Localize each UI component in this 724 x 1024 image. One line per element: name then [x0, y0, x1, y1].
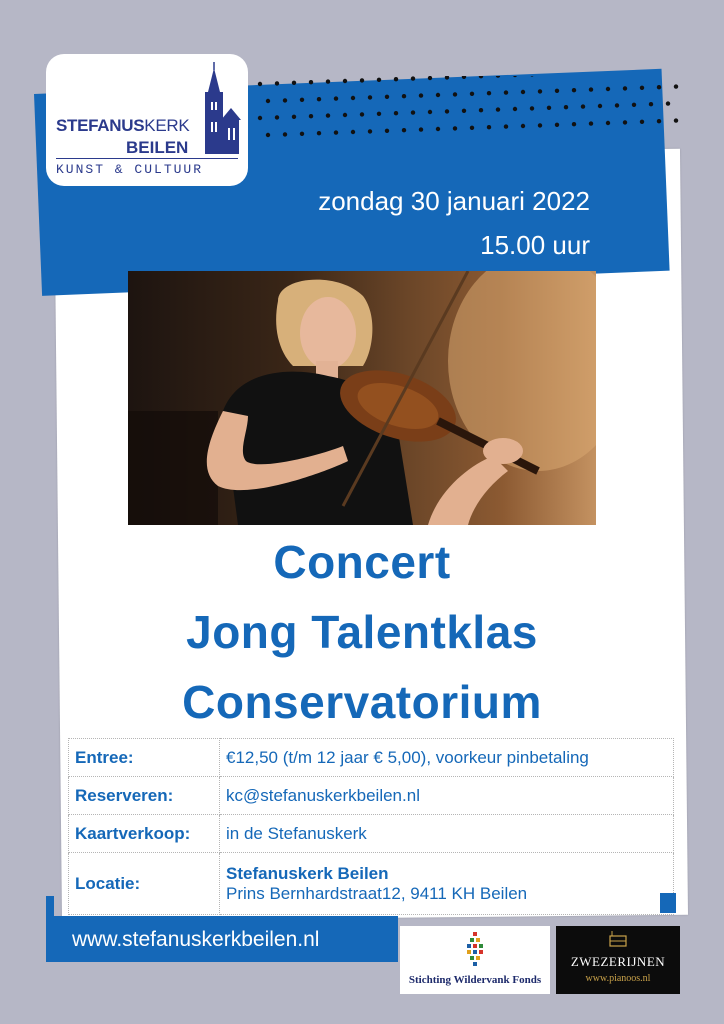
dot: [343, 113, 347, 117]
dot: [394, 111, 398, 115]
zwezerijnen-url[interactable]: www.pianoos.nl: [585, 973, 651, 984]
title-line-2: Jong Talentklas: [186, 606, 538, 658]
logo-square: [473, 950, 477, 954]
violinist-photo: [128, 271, 596, 525]
dot: [445, 76, 449, 80]
dot: [317, 131, 321, 135]
dot: [606, 87, 610, 91]
zwezerijnen-name: ZWEZERIJNEN: [570, 954, 666, 969]
dot: [513, 107, 517, 111]
dot: [402, 128, 406, 132]
dot: [453, 92, 457, 96]
dot: [411, 110, 415, 114]
title-line-3: Conservatorium: [182, 676, 542, 728]
dot: [521, 124, 525, 128]
entree-label: Entree:: [69, 739, 220, 777]
dot: [334, 130, 338, 134]
dot: [462, 76, 466, 79]
dot: [445, 109, 449, 113]
dot: [496, 76, 500, 78]
dot: [258, 116, 262, 120]
dot: [394, 77, 398, 81]
dot: [487, 91, 491, 95]
dot: [300, 98, 304, 102]
dot: [266, 133, 270, 137]
dot: [368, 129, 372, 133]
dot: [360, 78, 364, 82]
dot: [657, 119, 661, 123]
dot: [309, 114, 313, 118]
logo-square: [473, 944, 477, 948]
dot: [581, 104, 585, 108]
dot: [275, 115, 279, 119]
info-row-entree: [69, 739, 674, 777]
sponsor-zwezerijnen: [556, 926, 680, 994]
dot-pattern: [250, 76, 700, 156]
dot: [266, 99, 270, 103]
dot: [283, 98, 287, 102]
logo-square: [479, 950, 483, 954]
dot: [513, 76, 517, 77]
info-table: [68, 738, 674, 915]
dot: [309, 80, 313, 84]
dot: [632, 103, 636, 107]
dot: [275, 81, 279, 85]
dot: [649, 102, 653, 106]
locatie-value: [220, 853, 674, 915]
dot: [572, 122, 576, 126]
dot: [623, 120, 627, 124]
sponsor-wildervank: [400, 926, 550, 994]
dot: [317, 97, 321, 101]
dot: [351, 96, 355, 100]
dot: [292, 81, 296, 85]
dot: [615, 103, 619, 107]
dot: [674, 84, 678, 88]
dot: [496, 107, 500, 111]
dot: [530, 76, 534, 77]
dot: [385, 95, 389, 99]
dot: [589, 87, 593, 91]
footer-band-edge-right: [660, 893, 676, 913]
dot: [419, 93, 423, 97]
title-line-1: Concert: [273, 536, 451, 588]
dot: [258, 82, 262, 86]
dot: [428, 76, 432, 80]
dot: [657, 85, 661, 89]
info-row-locatie: [69, 853, 674, 915]
locatie-address: Prins Bernhardstraat12, 9411 KH Beilen: [226, 883, 528, 903]
dot: [402, 94, 406, 98]
dot: [470, 126, 474, 130]
dot: [487, 125, 491, 129]
dot: [640, 120, 644, 124]
logo-square: [479, 944, 483, 948]
piano-icon: [608, 930, 628, 950]
wildervank-label: Stichting Wildervank Fonds: [408, 974, 542, 986]
dot: [326, 113, 330, 117]
dot: [589, 121, 593, 125]
logo-square: [470, 938, 474, 942]
logo-square: [476, 956, 480, 960]
dot: [666, 101, 670, 105]
logo-square: [473, 932, 477, 936]
logo-square: [467, 944, 471, 948]
dot: [547, 106, 551, 110]
event-time: 15.00 uur: [480, 230, 590, 260]
violinist-illustration: [128, 271, 596, 525]
dot: [462, 109, 466, 113]
dot: [479, 108, 483, 112]
dot: [504, 124, 508, 128]
kaartverkoop-value: in de Stefanuskerk: [220, 815, 674, 853]
dot: [360, 112, 364, 116]
logo-square: [473, 962, 477, 966]
dot: [326, 79, 330, 83]
dot: [564, 105, 568, 109]
dot: [436, 127, 440, 131]
dot: [504, 90, 508, 94]
logo-square: [470, 956, 474, 960]
entree-value: €12,50 (t/m 12 jaar € 5,00), voorkeur pinbetaling: [220, 739, 674, 777]
logo-square: [476, 938, 480, 942]
locatie-label: Locatie:: [69, 853, 220, 915]
dot: [572, 88, 576, 92]
info-row-kaartverkoop: [69, 815, 674, 853]
dot: [606, 121, 610, 125]
dot: [555, 123, 559, 127]
logo-square: [467, 950, 471, 954]
wildervank-logo-icon: [462, 930, 490, 970]
dot: [334, 96, 338, 100]
dot: [411, 76, 415, 80]
dot: [419, 127, 423, 131]
dot: [377, 112, 381, 116]
dot: [385, 129, 389, 133]
dot: [555, 89, 559, 93]
info-row-reserveren: [69, 777, 674, 815]
event-date: zondag 30 januari 2022: [318, 186, 590, 216]
dot: [351, 130, 355, 134]
locatie-name: Stefanuskerk Beilen: [226, 863, 389, 883]
dot: [538, 123, 542, 127]
dot: [283, 132, 287, 136]
dot: [292, 115, 296, 119]
dot: [530, 106, 534, 110]
dot: [436, 93, 440, 97]
kaartverkoop-label: Kaartverkoop:: [69, 815, 220, 853]
dot: [598, 104, 602, 108]
reserveren-email-link[interactable]: kc@stefanuskerkbeilen.nl: [220, 777, 674, 815]
dot: [343, 79, 347, 83]
church-icon: [194, 62, 242, 160]
dot: [538, 89, 542, 93]
dot: [623, 86, 627, 90]
website-link[interactable]: www.stefanuskerkbeilen.nl: [72, 928, 320, 951]
dot: [428, 110, 432, 114]
dot: [640, 86, 644, 90]
dot: [368, 95, 372, 99]
logo-divider: [56, 158, 238, 159]
dot: [521, 90, 525, 94]
dot: [300, 132, 304, 136]
logo: [46, 54, 248, 186]
dot: [377, 78, 381, 82]
logo-name: STEFANUSKERK: [56, 116, 190, 135]
dot: [479, 76, 483, 78]
logo-subtitle: KUNST & CULTUUR: [56, 162, 204, 177]
reserveren-label: Reserveren:: [69, 777, 220, 815]
logo-town: BEILEN: [126, 138, 189, 157]
dot: [674, 118, 678, 122]
dot: [470, 92, 474, 96]
dot: [453, 126, 457, 130]
